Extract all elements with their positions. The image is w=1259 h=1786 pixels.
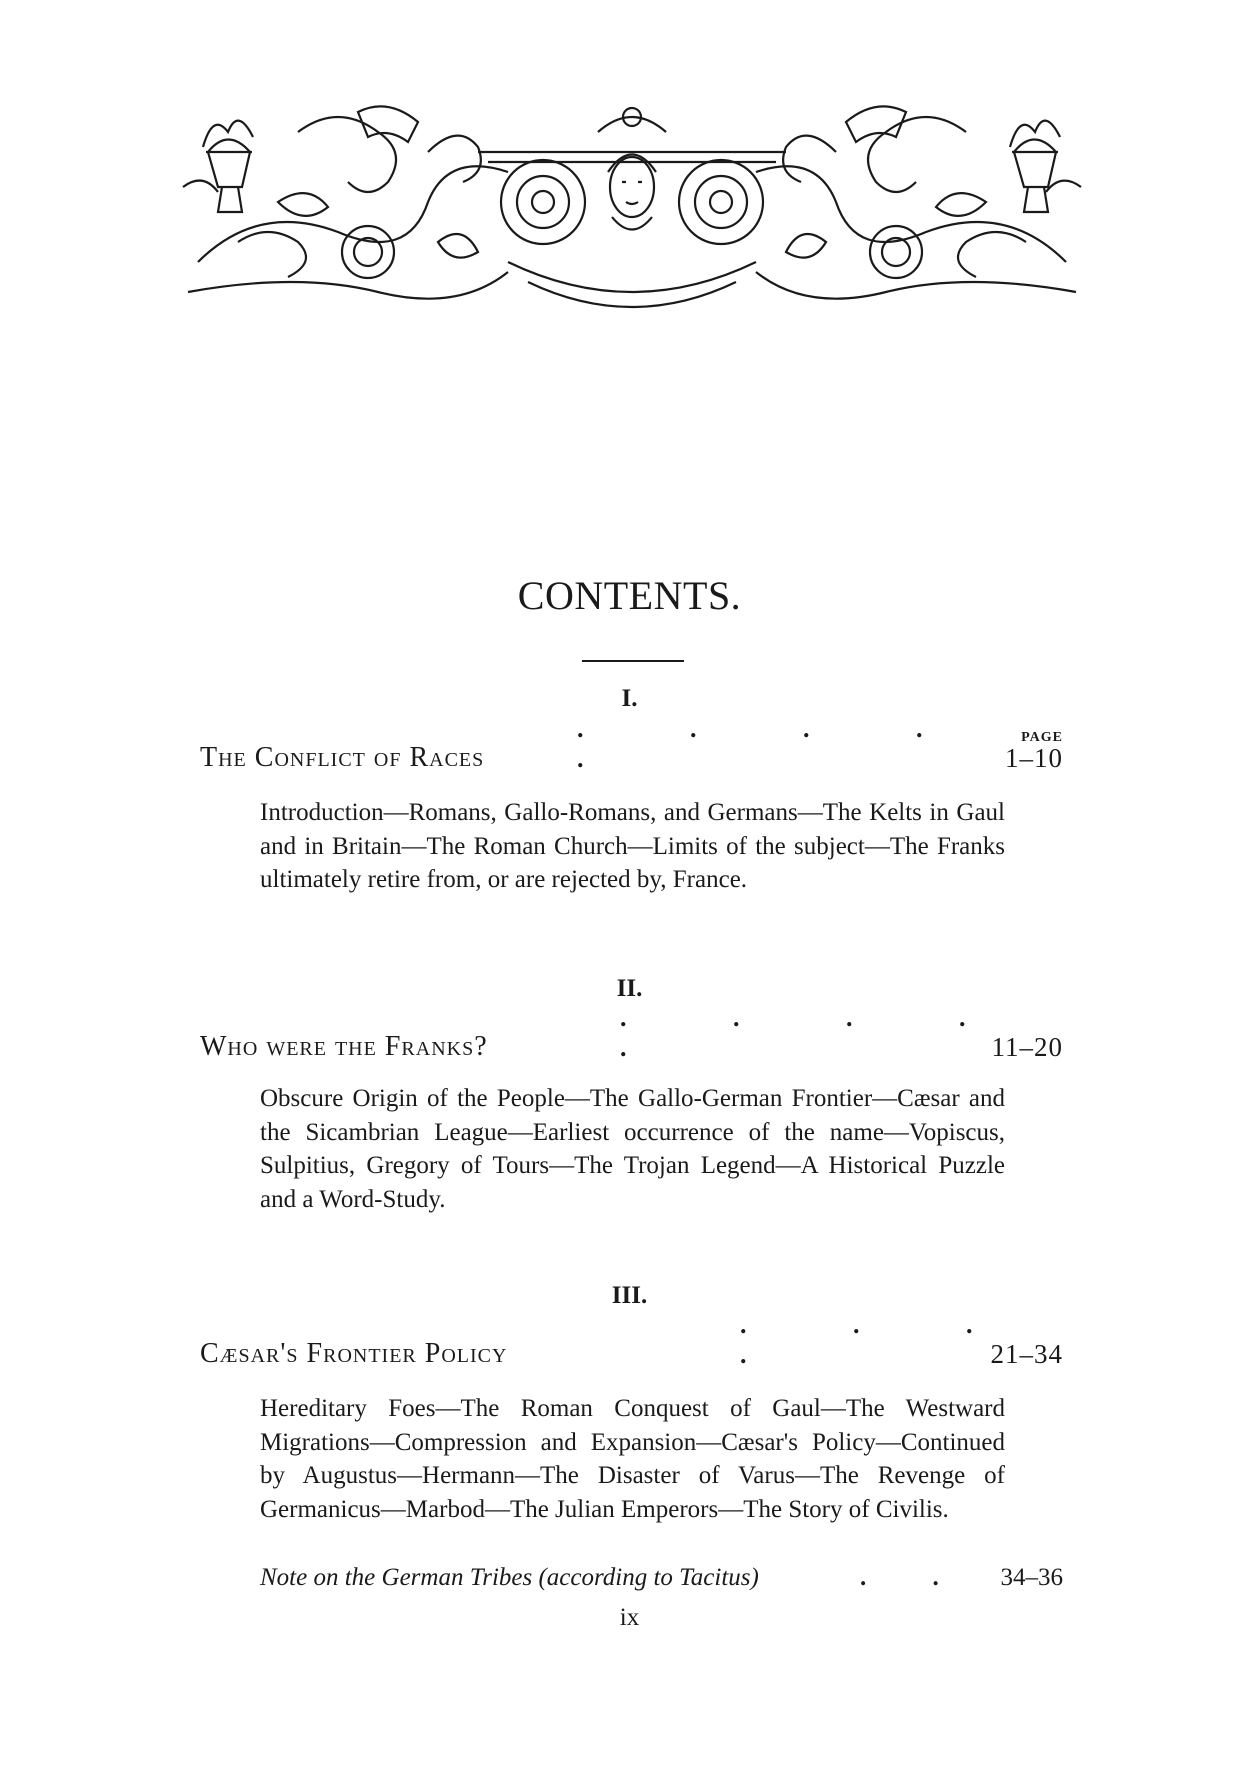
chapter-summary: Hereditary Foes—The Roman Conquest of Gaul—The Westward Migrations—Compression and Expansion—Cæsar's Policy—Continued by Augustus—Hermann—The Disaster of Varus—The Revenge of Germanicus—Marbod—The Julian Emperors—The Story of Civilis.	[260, 1395, 1005, 1523]
chapter-title: Who were the Franks?	[200, 1031, 488, 1062]
note-title: Note on the German Tribes (according to Tacitus)	[260, 1564, 759, 1591]
chapter-summary: Obscure Origin of the People—The Gallo-German Frontier—Cæsar and the Sicambrian League—Earliest occurrence of the name—Vopiscus, Sulpitius, Gregory of Tours—The Trojan Legend—A Historical Puzzle and a Word-Study.	[260, 1085, 1005, 1213]
decorative-headpiece-ornament	[178, 92, 1086, 312]
chapter-entry[interactable]	[200, 1310, 1063, 1374]
chapter-entry[interactable]	[200, 1003, 1063, 1067]
chapter-title: The Conflict of Races	[200, 742, 485, 773]
chapter-summary: Introduction—Romans, Gallo-Romans, and Germans—The Kelts in Gaul and in Britain—The Roman Church—Limits of the subject—The Franks ultimately retire from, or are rejected by, France.	[260, 799, 1005, 893]
title-rule	[582, 660, 684, 662]
leader-dots: . . . . .	[577, 714, 973, 773]
chapter-numeral: I.	[621, 685, 638, 712]
chapter-entry[interactable]	[200, 714, 1063, 778]
chapter-pages: 1–10	[1005, 743, 1063, 773]
leader-dots: . . . .	[740, 1310, 1023, 1369]
chapter-pages: 21–34	[990, 1339, 1063, 1369]
page-folio: ix	[619, 1604, 640, 1631]
note-pages: 34–36	[1000, 1564, 1063, 1591]
chapter-numeral: II.	[616, 975, 643, 1002]
leader-dots: . . . . .	[620, 1003, 1016, 1062]
chapter-title: Cæsar's Frontier Policy	[200, 1338, 508, 1369]
leader-dots: . .	[860, 1564, 969, 1591]
note-entry[interactable]	[260, 1564, 1063, 1604]
chapter-numeral: III.	[611, 1282, 648, 1309]
page-column-label: PAGE	[1021, 730, 1063, 745]
chapter-pages: 11–20	[991, 1032, 1063, 1062]
contents-title: CONTENTS.	[517, 573, 742, 618]
